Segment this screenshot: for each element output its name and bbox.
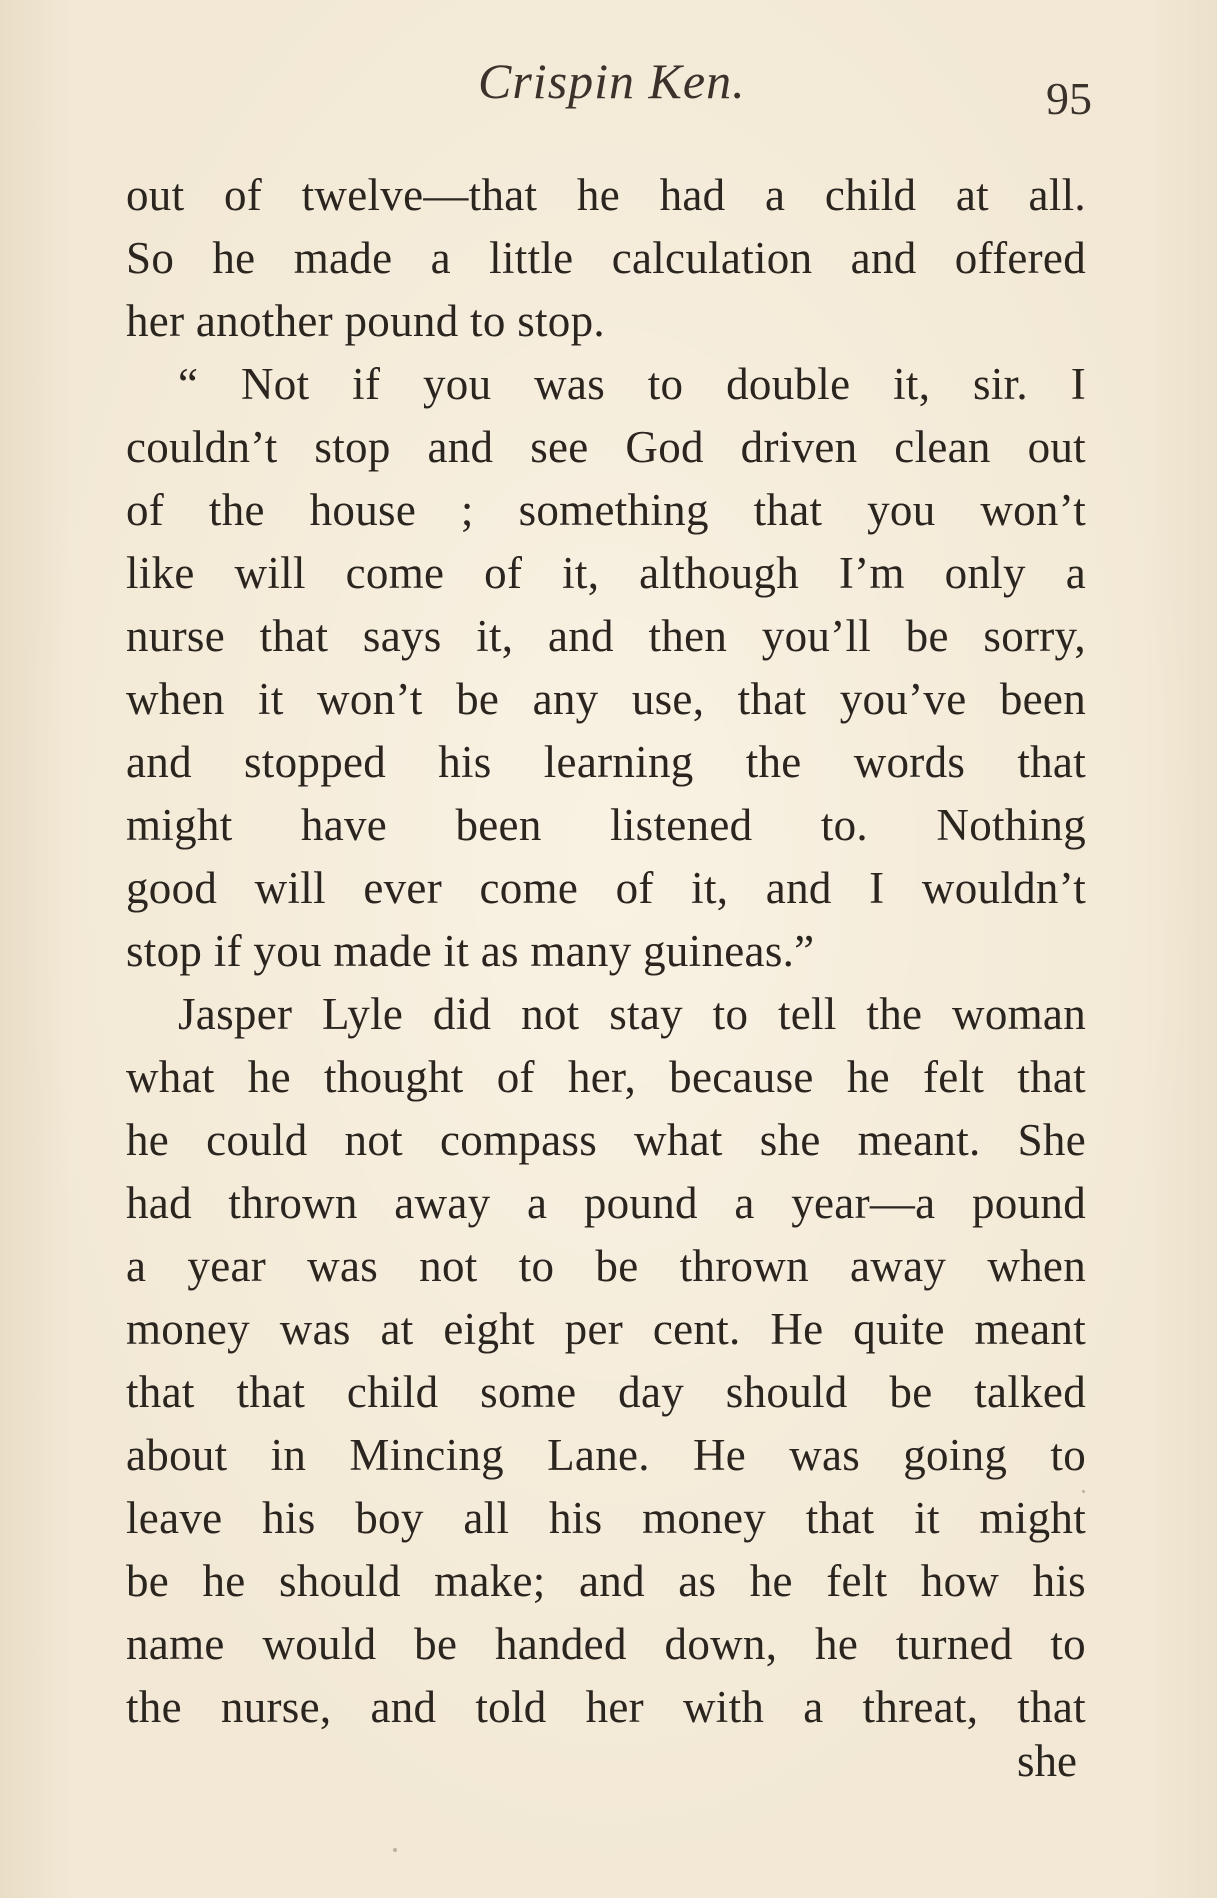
text-line: about in Mincing Lane. He was going to [126, 1430, 1086, 1480]
text-line: good will ever come of it, and I wouldn’t [126, 863, 1086, 913]
text-line: Jasper Lyle did not stay to tell the woman [178, 989, 1086, 1039]
text-line: had thrown away a pound a year—a pound [126, 1178, 1086, 1228]
text-line: name would be handed down, he turned to [126, 1619, 1086, 1669]
text-line: couldn’t stop and see God driven clean out [126, 422, 1086, 472]
text-line: when it won’t be any use, that you’ve been [126, 674, 1086, 724]
page-number: 95 [1046, 73, 1092, 124]
paper-speck [1082, 1490, 1085, 1493]
text-line: and stopped his learning the words that [126, 737, 1086, 787]
paper-speck [393, 1848, 397, 1852]
text-line: leave his boy all his money that it might [126, 1493, 1086, 1543]
text-line: like will come of it, although I’m only a [126, 548, 1086, 598]
page-header [0, 52, 1217, 132]
text-line: he could not compass what she meant. She [126, 1115, 1086, 1165]
text-line: a year was not to be thrown away when [126, 1241, 1086, 1291]
text-line: of the house ; something that you won’t [126, 485, 1086, 535]
text-line: out of twelve—that he had a child at all. [126, 170, 1086, 220]
text-line: stop if you made it as many guineas.” [126, 926, 815, 976]
body-text [126, 164, 1086, 1739]
text-line: So he made a little calculation and offered [126, 233, 1086, 283]
text-line: might have been listened to. Nothing [126, 800, 1086, 850]
text-line: the nurse, and told her with a threat, that [126, 1682, 1086, 1732]
catchword: she [1017, 1736, 1077, 1786]
text-line: “ Not if you was to double it, sir. I [178, 359, 1086, 409]
running-title: Crispin Ken. [478, 53, 746, 109]
text-line: that that child some day should be talked [126, 1367, 1086, 1417]
text-line: her another pound to stop. [126, 296, 605, 346]
text-line: nurse that says it, and then you’ll be sorry, [126, 611, 1086, 661]
text-line: what he thought of her, because he felt that [126, 1052, 1086, 1102]
text-line: money was at eight per cent. He quite meant [126, 1304, 1086, 1354]
text-line: be he should make; and as he felt how his [126, 1556, 1086, 1606]
